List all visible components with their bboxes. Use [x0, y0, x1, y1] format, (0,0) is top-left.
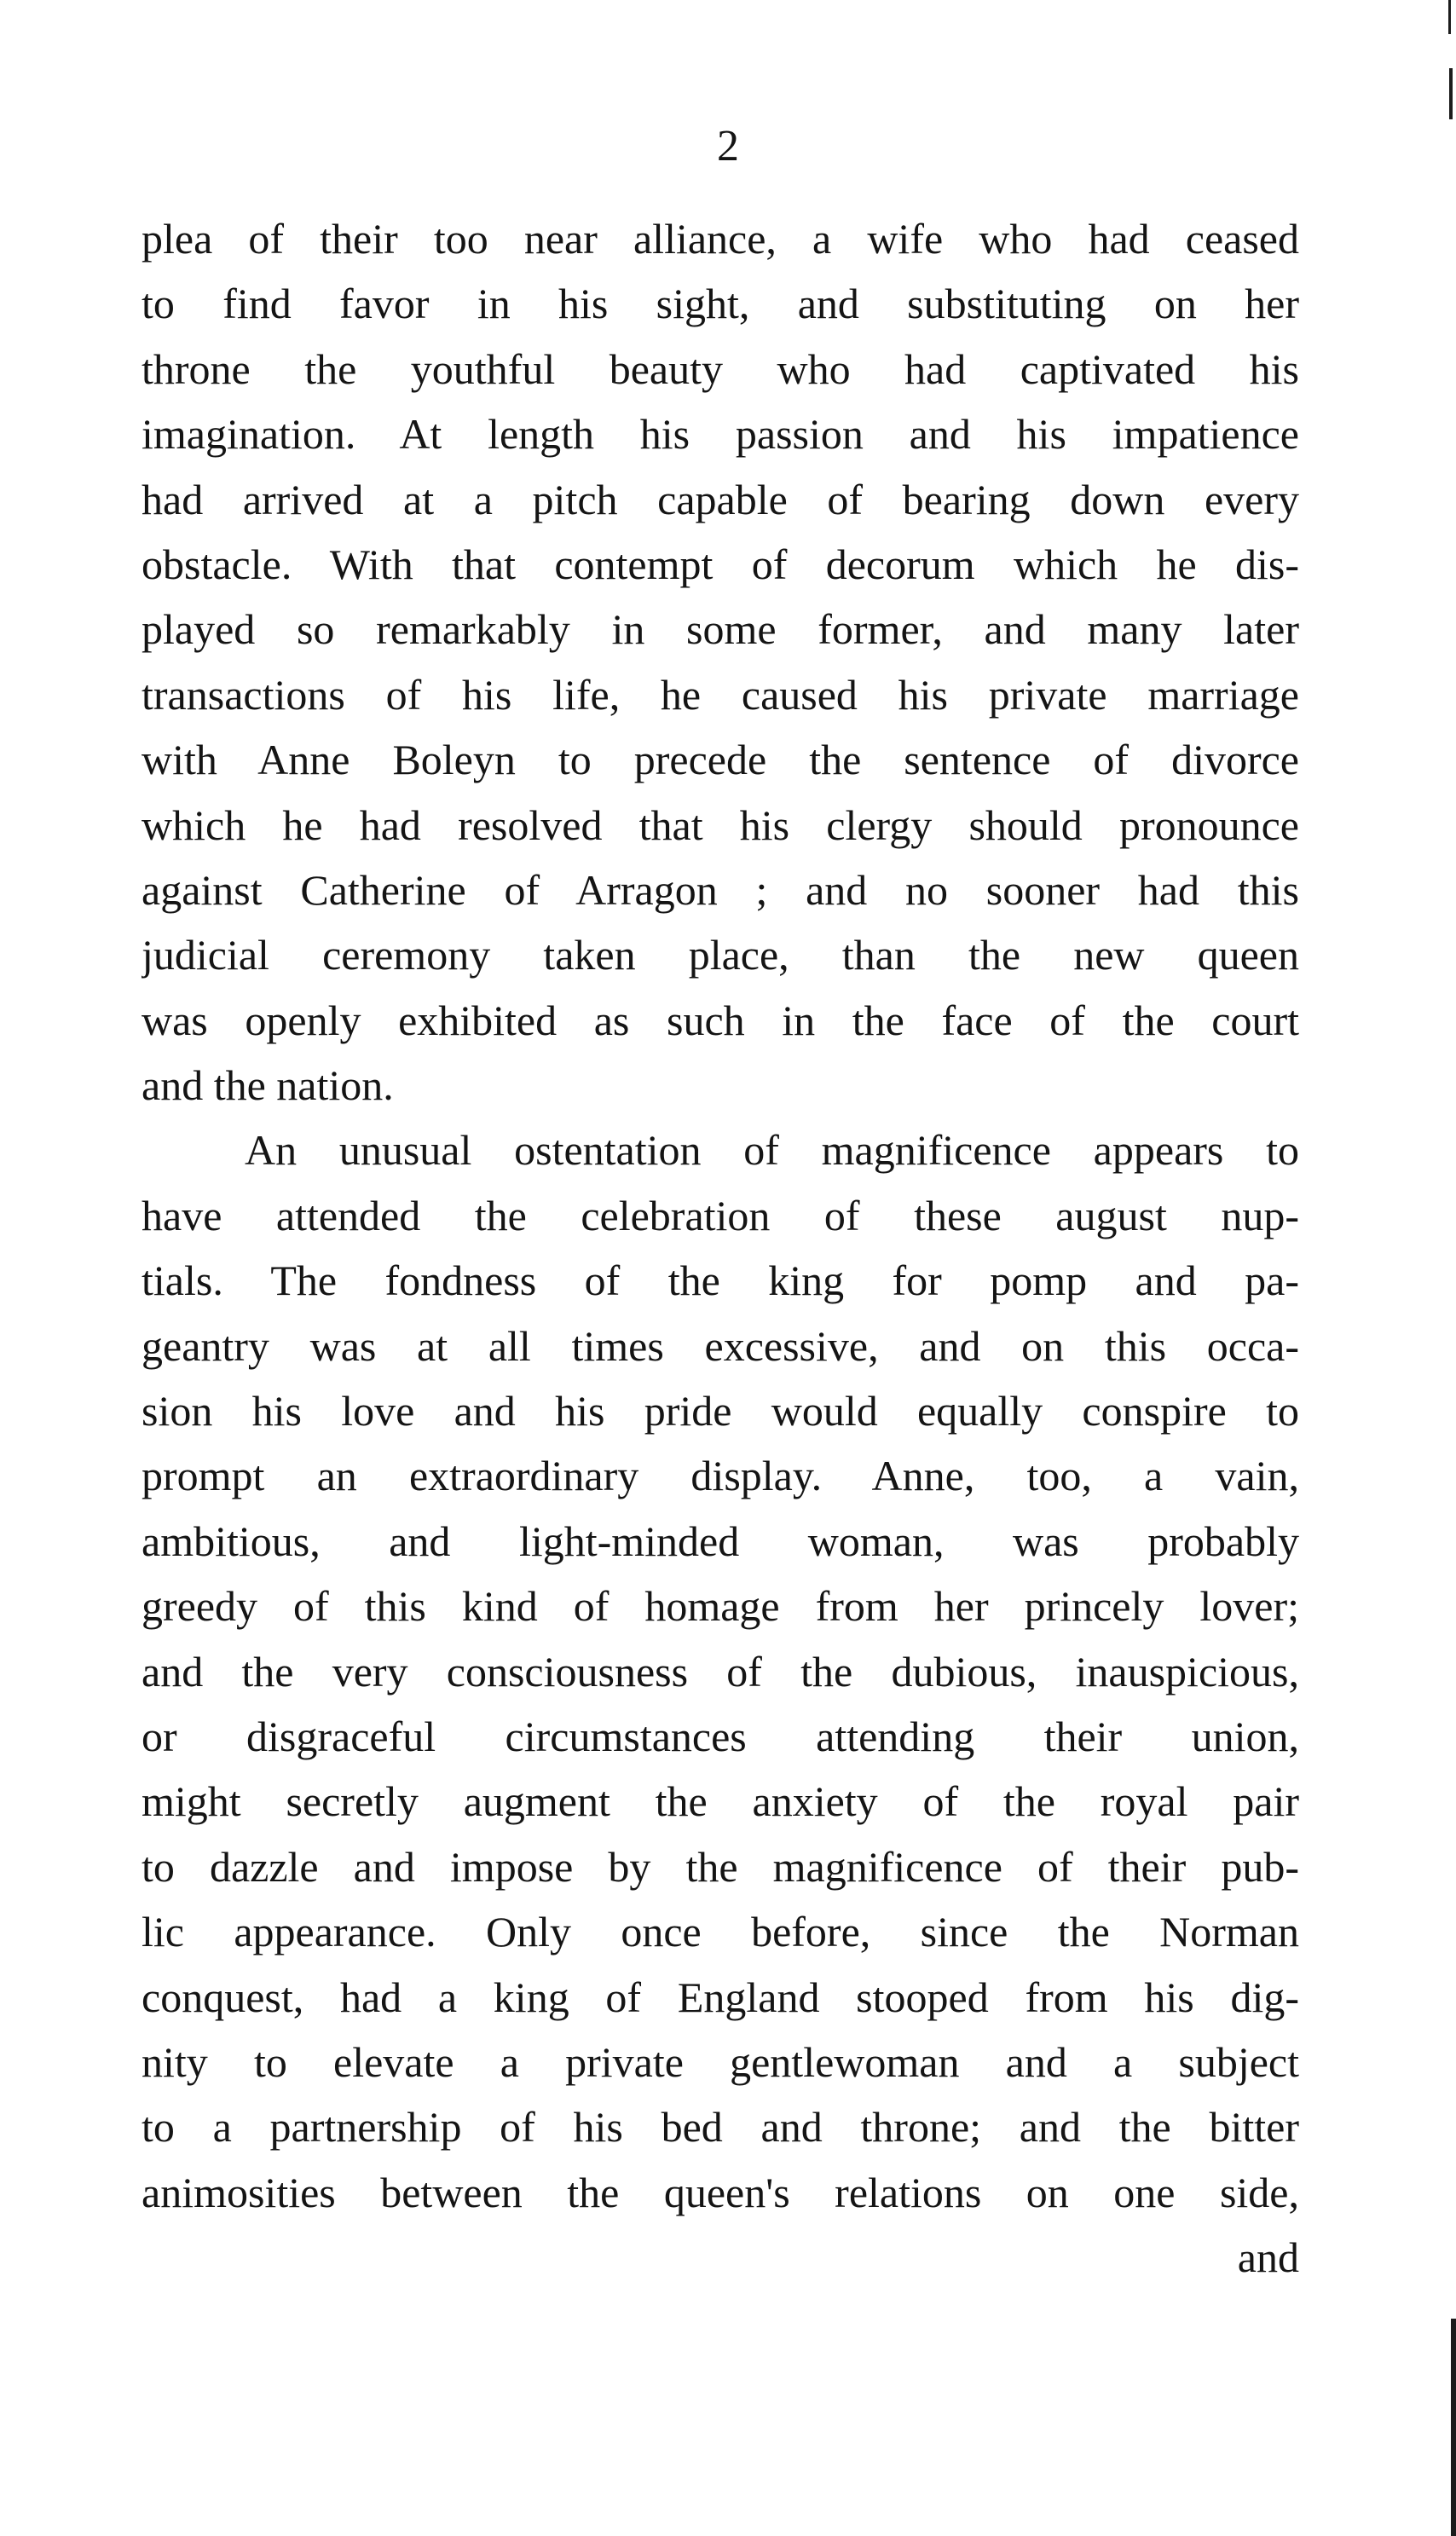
paragraph-1 — [142, 206, 1299, 1118]
text-line: and the very consciousness of the dubious, inauspicious, — [142, 1647, 1299, 1695]
page-body — [142, 206, 1299, 2290]
binding-edge-shadow — [1451, 2319, 1456, 2536]
text-line: throne the youthful beauty who had captivated his — [142, 344, 1299, 393]
text-line: obstacle. With that contempt of decorum which he dis- — [142, 540, 1299, 588]
paragraph-2 — [142, 1118, 1299, 2225]
text-line: or disgraceful circumstances attending their union, — [142, 1712, 1299, 1760]
text-line: lic appearance. Only once before, since the Norman — [142, 1908, 1299, 1956]
binding-edge-mark — [1449, 68, 1453, 119]
text-line: to find favor in his sight, and substituting on her — [142, 280, 1299, 328]
text-line: to a partnership of his bed and throne; and the bitter — [142, 2103, 1299, 2152]
text-line: An unusual ostentation of magnificence appears to — [245, 1126, 1299, 1175]
catchword: and — [1237, 2233, 1299, 2282]
text-line: ambitious, and light-minded woman, was probably — [142, 1516, 1299, 1565]
text-line: to dazzle and impose by the magnificence of their pub- — [142, 1842, 1299, 1891]
text-line: have attended the celebration of these august nup- — [142, 1191, 1299, 1239]
text-line: nity to elevate a private gentlewoman and a subject — [142, 2037, 1299, 2086]
page-number: 2 — [717, 122, 739, 170]
text-line: sion his love and his pride would equally conspire to — [142, 1387, 1299, 1436]
binding-edge-mark — [1448, 0, 1451, 34]
text-line: which he had resolved that his clergy should pronounce — [142, 800, 1299, 849]
text-line: judicial ceremony taken place, than the new queen — [142, 931, 1299, 979]
text-line: greedy of this kind of homage from her princely lover; — [142, 1582, 1299, 1631]
text-line: with Anne Boleyn to precede the sentence of divorce — [142, 736, 1299, 784]
text-line: prompt an extraordinary display. Anne, too, a vain, — [142, 1452, 1299, 1500]
text-line: had arrived at a pitch capable of bearing down every — [142, 475, 1299, 523]
text-line: was openly exhibited as such in the face of the court — [142, 996, 1299, 1044]
text-line: tials. The fondness of the king for pomp and pa- — [142, 1256, 1299, 1305]
text-line: animosities between the queen's relations on one side, — [142, 2168, 1299, 2216]
text-line: played so remarkably in some former, and many later — [142, 605, 1299, 654]
text-line: plea of their too near alliance, a wife who had ceased — [142, 215, 1299, 263]
text-line: might secretly augment the anxiety of the royal pair — [142, 1777, 1299, 1826]
text-line: geantry was at all times excessive, and on this occa- — [142, 1321, 1299, 1370]
text-line: and the nation. — [142, 1061, 394, 1110]
text-line: conquest, had a king of England stooped from his dig- — [142, 1973, 1299, 2021]
text-line: imagination. At length his passion and his impatience — [142, 410, 1299, 459]
text-line: against Catherine of Arragon ; and no sooner had this — [142, 865, 1299, 914]
text-line: transactions of his life, he caused his private marriage — [142, 670, 1299, 719]
